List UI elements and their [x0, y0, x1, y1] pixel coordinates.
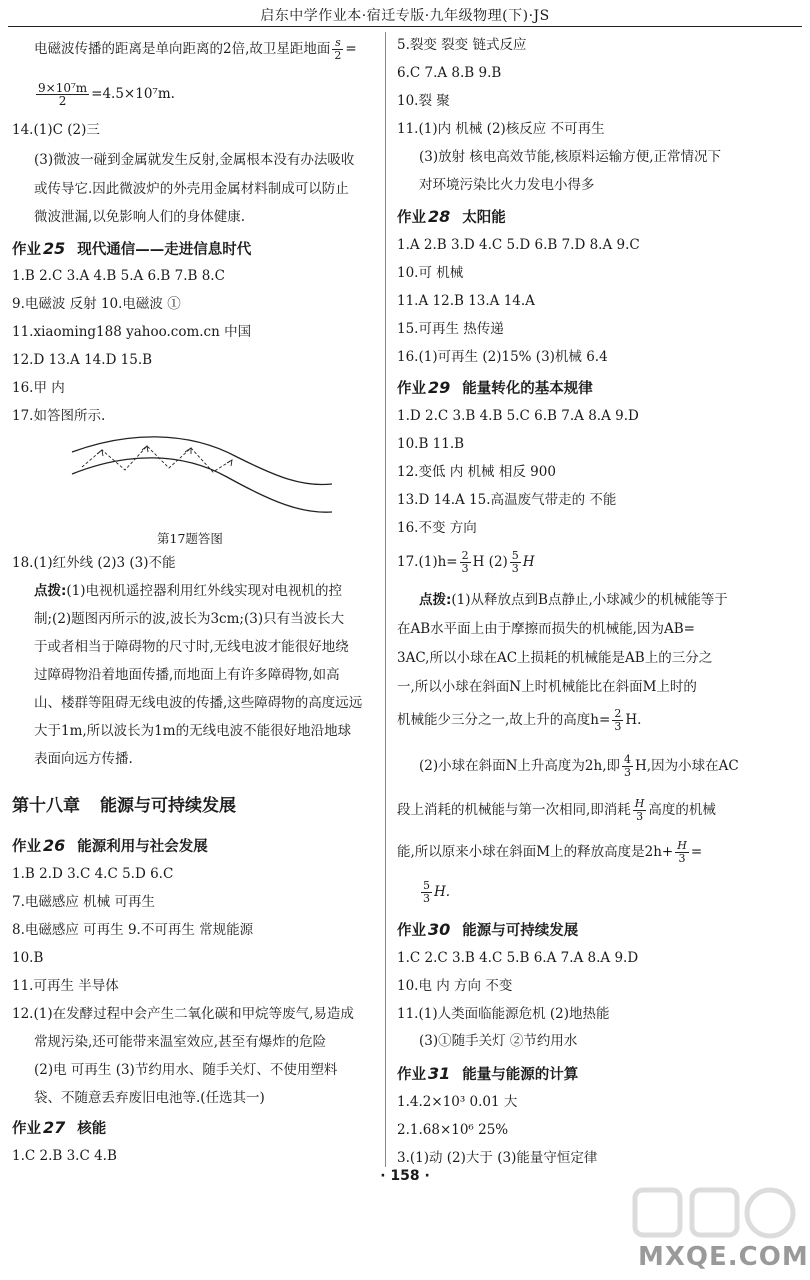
tip29-part2-line-4: $\frac{5}{3}$ H. [423, 879, 451, 905]
hw26-line-8: (2)电 可再生 (3)节约用水、随手关灯、不使用塑料 [34, 1062, 338, 1078]
hw29-line-5: 16.不变 方向 [397, 520, 477, 536]
chapter-heading: 第十八章 能源与可持续发展 [12, 796, 236, 816]
hw25-line-1: 1.B 2.C 3.A 4.B 5.A 6.B 7.B 8.C [12, 268, 225, 284]
watermark-text: MXQE.COM [638, 1242, 809, 1272]
hw26-line-7: 常规污染,还可能带来温室效应,甚至有爆炸的危险 [34, 1034, 327, 1050]
intro-line-2: $\frac{\text{9×10⁷m}}{2}$ =4.5×10⁷m. [38, 81, 175, 108]
q18-line: 18.(1)红外线 (2)3 (3)不能 [12, 555, 176, 571]
hw25-line-6: 17.如答图所示. [12, 408, 106, 424]
hw27-cont-line-3: 10.裂 聚 [397, 93, 450, 109]
tip25-line-2: 制;(2)题图丙所示的波,波长为3cm;(3)只有当波长大 [34, 611, 345, 627]
tip29-part2-line-3: 能,所以原来小球在斜面M上的释放高度是2h+ $\frac{H}{3}$ = [397, 839, 703, 865]
tip29-line-4: 一,所以小球在斜面N上时机械能比在斜面M上时的 [397, 679, 697, 695]
hw26-line-5: 11.可再生 半导体 [12, 978, 119, 994]
hw27-cont-line-6: 对环境污染比火力发电小得多 [419, 177, 595, 193]
hw31-line-3: 3.(1)动 (2)大于 (3)能量守恒定律 [397, 1150, 598, 1166]
hw25-line-4: 12.D 13.A 14.D 15.B [12, 352, 153, 368]
hw28-line-4: 15.可再生 热传递 [397, 321, 504, 337]
tip29-part2-line-2: 段上消耗的机械能与第一次相同,即消耗 $\frac{H}{3}$ 高度的机械 [397, 797, 716, 823]
hw27-cont-line-4: 11.(1)内 机械 (2)核反应 不可再生 [397, 121, 605, 137]
hw25-heading: 作业 25 现代通信——走进信息时代 [12, 239, 252, 258]
figure-caption: 第17题答图 [157, 531, 223, 546]
hw30-line-3: 11.(1)人类面临能源危机 (2)地热能 [397, 1006, 610, 1022]
wave-path-diagram [67, 432, 337, 522]
tip29-line-2: 在AB水平面上由于摩擦而损失的机械能,因为AB= [397, 621, 695, 637]
page-header [0, 0, 810, 28]
tip25-line-4: 过障碍物沿着地面传播,而地面上有许多障碍物,如高 [34, 667, 340, 683]
hw27-cont-line-2: 6.C 7.A 8.B 9.B [397, 65, 502, 81]
hw26-line-4: 10.B [12, 950, 44, 966]
q14-line-4: 微波泄漏,以免影响人们的身体健康. [34, 209, 246, 225]
intro-line-1: 电磁波传播的距离是单向距离的2倍,故卫星距地面 $\frac{s}{2}$ = [34, 36, 357, 62]
hw28-line-1: 1.A 2.B 3.D 4.C 5.D 6.B 7.D 8.A 9.C [397, 237, 640, 253]
hw28-line-3: 11.A 12.B 13.A 14.A [397, 293, 535, 309]
tip25-line-6: 大于1m,所以波长为1m的无线电波不能很好地沿地球 [34, 723, 352, 739]
tip29-part2-line-1: (2)小球在斜面N上升高度为2h,即 $\frac{4}{3}$ H,因为小球在AC [419, 753, 739, 779]
header-title: 启东中学作业本·宿迁专版·九年级物理(下)·JS [260, 8, 550, 24]
hw29-line-4: 13.D 14.A 15.高温废气带走的 不能 [397, 492, 617, 508]
q14-line-2: (3)微波一碰到金属就发生反射,金属根本没有办法吸收 [34, 152, 355, 168]
hw28-line-2: 10.可 机械 [397, 265, 464, 281]
hw26-line-3: 8.电磁感应 可再生 9.不可再生 常规能源 [12, 922, 254, 938]
tip25-line-7: 表面向远方传播. [34, 751, 133, 767]
hw30-heading: 作业 30 能源与可持续发展 [397, 920, 579, 939]
hw30-line-2: 10.电 内 方向 不变 [397, 978, 513, 994]
hw27-cont-line-1: 5.裂变 裂变 链式反应 [397, 37, 527, 53]
hw26-line-6: 12.(1)在发酵过程中会产生二氧化碳和甲烷等废气,易造成 [12, 1006, 354, 1022]
fraction-s-over-2: $\frac{s}{2}$ [334, 36, 342, 62]
hw29-line-1: 1.D 2.C 3.B 4.B 5.C 6.B 7.A 8.A 9.D [397, 408, 639, 424]
hw26-line-1: 1.B 2.D 3.C 4.C 5.D 6.C [12, 866, 174, 882]
hw29-heading: 作业 29 能量转化的基本规律 [397, 378, 593, 397]
hw28-heading: 作业 28 太阳能 [397, 207, 506, 226]
fraction-distance: $\frac{\text{9×10⁷m}}{2}$ [38, 81, 88, 108]
tip29-line-1: 点拨:(1)从释放点到B点静止,小球减少的机械能等于 [419, 592, 728, 608]
hw29-line-3: 12.变低 内 机械 相反 900 [397, 464, 556, 480]
hw30-line-1: 1.C 2.C 3.B 4.C 5.B 6.A 7.A 8.A 9.D [397, 950, 639, 966]
hw29-line-2: 10.B 11.B [397, 436, 465, 452]
hw28-line-5: 16.(1)可再生 (2)15% (3)机械 6.4 [397, 349, 608, 365]
hw27-heading: 作业 27 核能 [12, 1118, 107, 1137]
tip25-line-5: 山、楼群等阻碍无线电波的传播,这些障碍物的高度远远 [34, 695, 363, 711]
q14-line-1: 14.(1)C (2)三 [12, 122, 100, 138]
hw25-line-3: 11.xiaoming188 yahoo.com.cn 中国 [12, 324, 252, 340]
tip29-line-5: 机械能少三分之一,故上升的高度h= $\frac{2}{3}$ H. [397, 707, 642, 733]
hw26-line-9: 袋、不随意丢弃废旧电池等.(任选其一) [34, 1090, 265, 1106]
hw31-line-1: 1.4.2×10³ 0.01 大 [397, 1094, 518, 1110]
hw26-line-2: 7.电磁感应 机械 可再生 [12, 894, 155, 910]
tip25-line-3: 于或者相当于障碍物的尺寸时,无线电波才能很好地绕 [34, 639, 349, 655]
hw27-cont-line-5: (3)放射 核电高效节能,核原料运输方便,正常情况下 [419, 149, 721, 165]
hw25-line-2: 9.电磁波 反射 10.电磁波 ① [12, 296, 181, 312]
q14-line-3: 或传导它.因此微波炉的外壳用金属材料制成可以防止 [34, 181, 349, 197]
tip25-line-1: 点拨:(1)电视机遥控器利用红外线实现对电视机的控 [34, 583, 343, 599]
page-number: · 158 · [380, 1168, 430, 1184]
hw29-q17: 17.(1)h= $\frac{2}{3}$ H (2) $\frac{5}{3}$ H [397, 549, 535, 575]
header-rule [8, 26, 802, 27]
hw30-line-4: (3)①随手关灯 ②节约用水 [419, 1033, 578, 1049]
tip29-line-3: 3AC,所以小球在AC上损耗的机械能是AB上的三分之 [397, 650, 713, 666]
hw27-line-1: 1.C 2.B 3.C 4.B [12, 1148, 117, 1164]
hw31-heading: 作业 31 能量与能源的计算 [397, 1064, 579, 1083]
hw31-line-2: 2.1.68×10⁶ 25% [397, 1122, 509, 1138]
hw25-line-5: 16.甲 内 [12, 380, 65, 396]
column-divider [385, 32, 386, 1167]
hw26-heading: 作业 26 能源利用与社会发展 [12, 836, 208, 855]
